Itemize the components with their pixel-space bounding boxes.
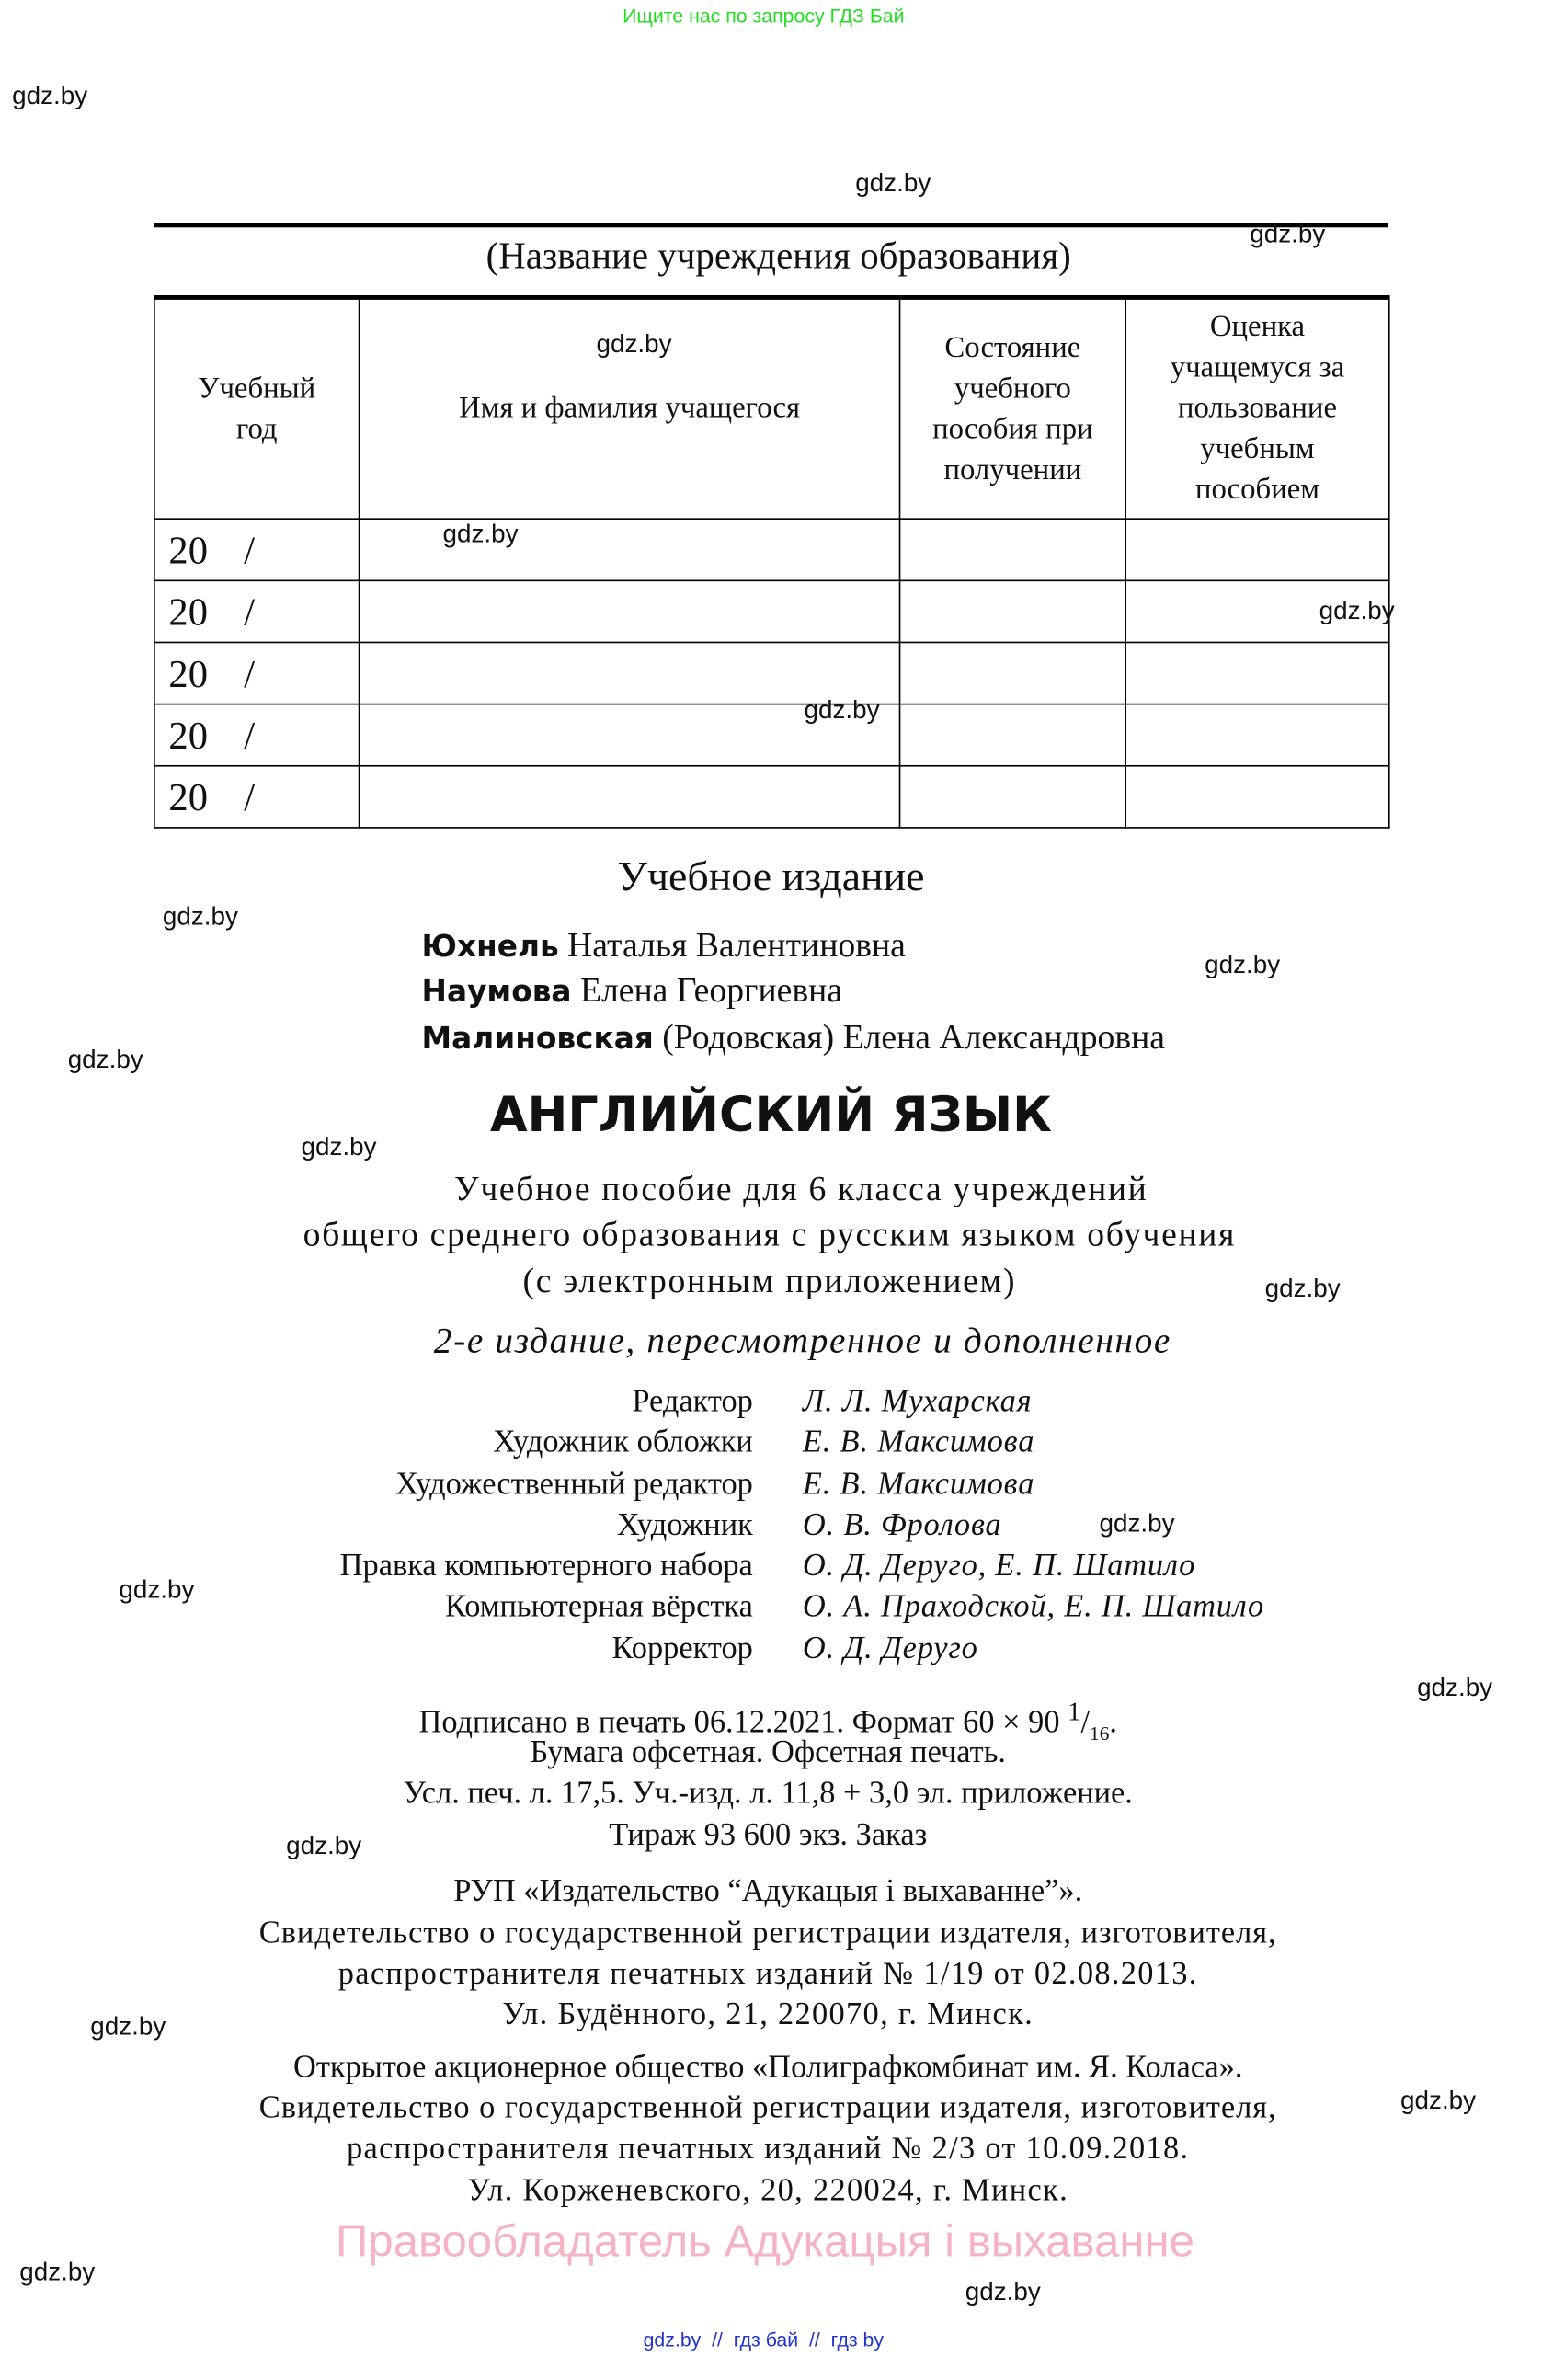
top-rule [154,223,1388,227]
pub-line: Ул. Корженевского, 20, 220024, г. Минск. [467,2171,1068,2208]
credit-role: Корректор [611,1629,753,1666]
watermark: gdz.by [596,329,672,359]
subtitle-line: общего среднего образования с русским языком обучения [303,1215,1237,1253]
year-prefix: 20 [168,589,209,634]
book-title: АНГЛИЙСКИЙ ЯЗЫК [489,1085,1053,1144]
header-condition: Состояние учебного пособия при получении [900,297,1126,519]
watermark: gdz.by [804,695,880,725]
credit-name: Е. В. Максимова [802,1423,1035,1459]
condition-cell [900,704,1126,766]
watermark: gdz.by [1400,2086,1477,2115]
author-surname: Юхнель [421,927,559,965]
watermark: gdz.by [19,2257,96,2287]
author-name: Наталья Валентиновна [558,926,906,965]
watermark: gdz.by [442,520,519,549]
year-slash: / [244,528,256,572]
watermark: gdz.by [1250,220,1326,249]
grade-cell [1125,704,1389,766]
year-prefix: 20 [168,651,209,695]
search-banner[interactable]: Ищите нас по запросу ГДЗ Бай [623,4,905,28]
author [422,1018,1165,1058]
textbook-usage-table [154,295,1390,829]
table-header-row [154,297,1389,519]
year-slash: / [244,713,256,757]
year-prefix: 20 [168,713,209,757]
edition-note: 2-е издание, пересмотренное и дополненное [433,1322,1171,1362]
condition-cell [900,519,1126,580]
pub-line: РУП «Издательство “Адукацыя і выхаванне”». [453,1871,1083,1908]
watermark: gdz.by [67,1045,143,1074]
watermark: gdz.by [1319,596,1395,625]
pub-line: Открытое акционерное общество «Полиграфкомбинат им. Я. Коласа». [292,2048,1243,2085]
pub-line: Свидетельство о государственной регистрации издателя, изготовителя, [258,1914,1277,1951]
credit-role: Редактор [632,1382,753,1419]
credit-name: О. А. Праходской, Е. П. Шатило [802,1587,1265,1624]
subtitle-line: (с электронным приложением) [522,1262,1017,1300]
pub-line: Усл. печ. л. 17,5. Уч.-изд. л. 11,8 + 3,0 эл. приложение. [403,1774,1133,1811]
watermark: gdz.by [1417,1673,1493,1702]
watermark: gdz.by [301,1132,377,1161]
table-row [154,642,1389,704]
credit-role: Правка компьютерного набора [339,1546,753,1584]
table-row [154,704,1389,766]
credit-role: Компьютерная вёрстка [444,1587,753,1624]
author-surname: Малиновская [421,1019,654,1057]
year-slash: / [244,651,256,695]
print-info: Подписано в печать 06.12.2021. Формат 60 × 90 $^1/_{16}$. [418,1696,1117,1745]
grade-cell [1125,519,1389,580]
name-cell [360,580,900,642]
name-cell [360,519,900,580]
footer-links[interactable]: gdz.by // гдз бай // гдз by [643,2328,885,2351]
format-numerator: 1 [1068,1696,1081,1726]
watermark: gdz.by [286,1831,362,1860]
name-cell [360,642,900,704]
table-row [154,580,1389,642]
edition-type: Учебное издание [617,853,925,901]
credit-name: Л. Л. Мухарская [802,1382,1033,1419]
credit-role: Художественный редактор [395,1465,753,1502]
watermark: gdz.by [90,2011,166,2042]
author-name: (Родовская) Елена Александровна [653,1018,1166,1057]
year-prefix: 20 [168,774,209,819]
header-year: Учебный год [154,297,360,519]
year-cell [154,519,360,580]
grade-cell [1125,642,1389,704]
author-surname: Наумова [421,972,572,1010]
watermark: gdz.by [162,901,238,932]
author [422,971,843,1011]
year-prefix: 20 [168,528,209,572]
copyright-watermark: Правообладатель Адукацыя і выхаванне [335,2216,1194,2267]
pub-line: распространителя печатных изданий № 1/19 от 02.08.2013. [337,1954,1198,1992]
condition-cell [900,580,1126,642]
pub-line: Тираж 93 600 экз. Заказ [609,1816,928,1853]
signed-end: . [1109,1703,1117,1740]
table-row [154,519,1389,580]
year-cell [154,642,360,704]
table-row [154,766,1389,828]
signed-text: Подписано в печать 06.12.2021. Формат 60 × 90 [418,1703,1068,1740]
format-denominator: 16 [1090,1722,1110,1745]
watermark: gdz.by [119,1575,195,1605]
credit-role: Художник [616,1505,753,1543]
year-cell [154,766,360,828]
watermark: gdz.by [1205,950,1281,979]
subtitle-line: Учебное пособие для 6 класса учреждений [454,1170,1148,1208]
year-cell [154,580,360,642]
credit-name: О. В. Фролова [802,1505,1002,1543]
grade-cell [1125,766,1389,828]
year-slash: / [244,589,256,634]
name-cell [360,766,900,828]
pub-line: Ул. Будённого, 21, 220070, г. Минск. [502,1995,1034,2032]
credit-name: Е. В. Максимова [802,1465,1035,1502]
author [422,926,906,966]
watermark: gdz.by [965,2277,1041,2306]
pub-line: Бумага офсетная. Офсетная печать. [530,1733,1006,1770]
watermark: gdz.by [12,81,88,110]
pub-line: распространителя печатных изданий № 2/3 от 10.09.2018. [347,2129,1190,2167]
header-student-name: Имя и фамилия учащегося [360,297,900,519]
pub-line: Свидетельство о государственной регистрации издателя, изготовителя, [258,2088,1277,2125]
condition-cell [900,766,1126,828]
credit-role: Художник обложки [493,1423,753,1459]
watermark: gdz.by [1099,1508,1175,1539]
credit-name: О. Д. Деруго, Е. П. Шатило [802,1546,1196,1584]
author-name: Елена Георгиевна [571,971,843,1010]
condition-cell [900,642,1126,704]
watermark: gdz.by [1264,1274,1341,1303]
year-slash: / [244,774,256,819]
header-grade: Оценка учащемуся за пользование учебным пособием [1125,297,1389,519]
credit-name: О. Д. Деруго [802,1629,978,1666]
institution-caption: (Название учреждения образования) [485,236,1071,278]
year-cell [154,704,360,766]
watermark: gdz.by [855,168,931,198]
